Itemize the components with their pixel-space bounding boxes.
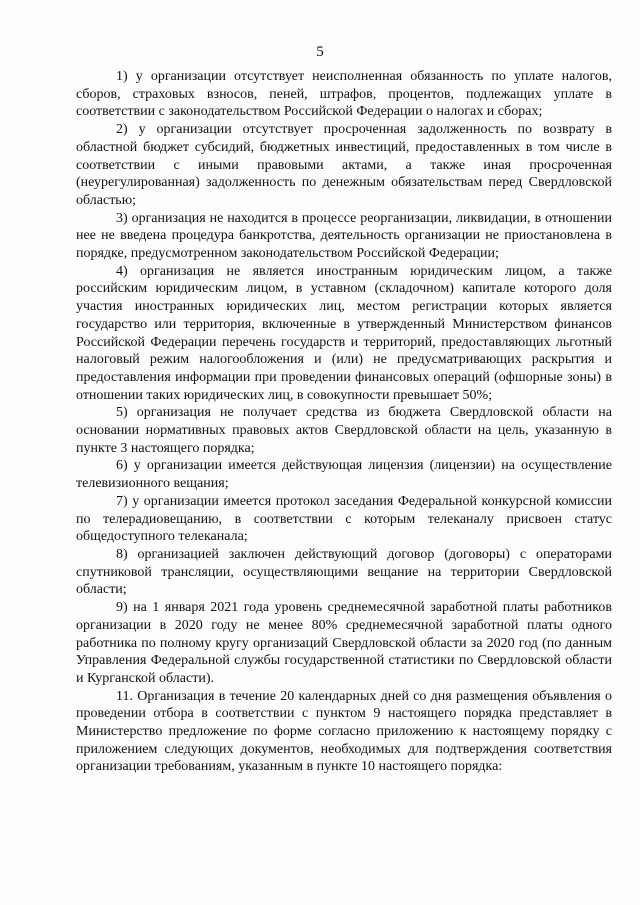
document-body [76,68,612,776]
paragraph-requirement-5: 5) организация не получает средства из бюджета Свердловской области на основании нормативных правовых актов Свердловской области на цель, указанную в пункте 3 настоящего порядка; [76,405,612,456]
paragraph-requirement-6: 6) у организации имеется действующая лицензия (лицензии) на осуществление телевизионного вещания; [76,458,612,492]
paragraph-requirement-1: 1) у организации отсутствует неисполненная обязанность по уплате налогов, сборов, страховых взносов, пеней, штрафов, процентов, подлежащих уплате в соответствии с законодательством Российской Федерации о налогах и сборах; [76,69,612,120]
page-number: 5 [316,44,324,60]
paragraph-requirement-7: 7) у организации имеется протокол заседания Федеральной конкурсной комиссии по телерадиовещанию, в соответствии с которым телеканалу присвоен статус общедоступного телеканала; [76,493,612,545]
paragraph-requirement-2: 2) у организации отсутствует просроченная задолженность по возврату в областной бюджет субсидий, бюджетных инвестиций, предоставленных в том числе в соответствии с иными правовыми актами, а также иная просроченная (неурегулированная) задолженность по денежным обязательствам перед Свердловской областью; [76,122,612,208]
paragraph-clause-11: 11. Организация в течение 20 календарных дней со дня размещения объявления о проведении отбора в соответствии с пунктом 9 настоящего порядка представляет в Министерство предложение по форме согласно приложению к настоящему порядку с приложением следующих документов, необходимых для подтверждения соответствия организации требованиям, указанным в пункте 10 настоящего порядка: [76,688,612,775]
paragraph-requirement-3: 3) организация не находится в процессе реорганизации, ликвидации, в отношении нее не введена процедура банкротства, деятельность организации не приостановлена в порядке, предусмотренном законодательством Российской Федерации; [76,210,612,262]
paragraph-requirement-4: 4) организация не является иностранным юридическим лицом, а также российским юридическим лицом, в уставном (складочном) капитале которого доля участия иностранных юридических лиц, местом регистрации которых является государство или территория, включенные в утвержденный Министерством финансов Российской Федерации перечень государств и территорий, предоставляющих льготный налоговый режим налогообложения и (или) не предусматривающих раскрытия и предоставления информации при проведении финансовых операций (офшорные зоны) в отношении таких юридических лиц, в совокупности превышает 50%; [76,263,612,403]
paragraph-requirement-8: 8) организацией заключен действующий договор (договоры) с операторами спутниковой трансляции, осуществляющими вещание на территории Свердловской области; [76,546,612,598]
paragraph-requirement-9: 9) на 1 января 2021 года уровень среднемесячной заработной платы работников организации в 2020 году не менее 80% среднемесячной заработной платы одного работника по полному кругу организаций Свердловской области за 2020 год (по данным Управления Федеральной службы государственной статистики по Свердловской области и Курганской области). [76,600,612,686]
